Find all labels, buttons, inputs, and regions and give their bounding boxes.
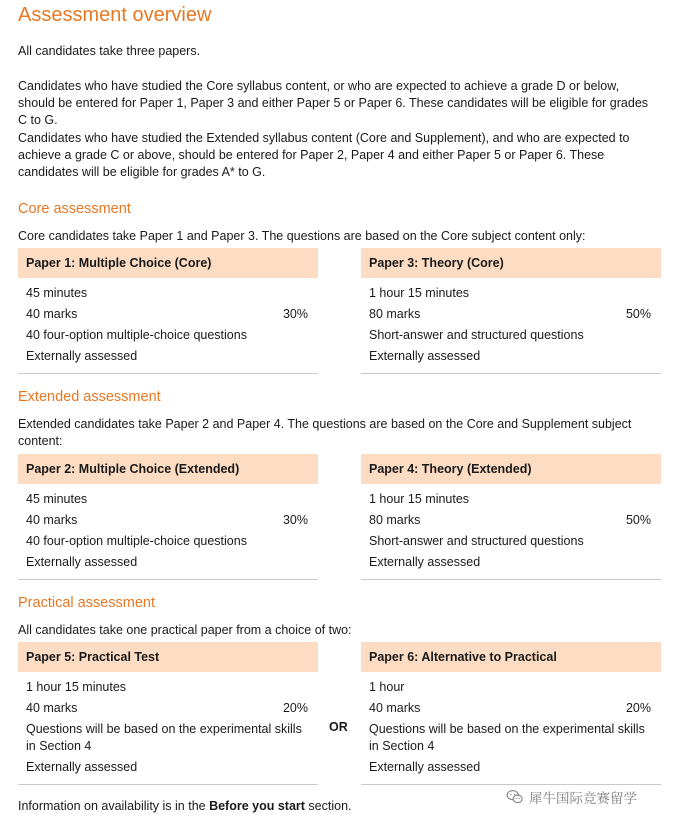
paper-4-duration: 1 hour 15 minutes: [369, 492, 470, 506]
intro-paragraph-1: All candidates take three papers.: [18, 44, 201, 58]
or-separator: OR: [329, 720, 348, 734]
paper-5-duration: 1 hour 15 minutes: [26, 680, 127, 694]
paper-2-description: 40 four-option multiple-choice questions: [26, 534, 247, 548]
paper-2-duration: 45 minutes: [26, 492, 88, 506]
core-assessment-intro: Core candidates take Paper 1 and Paper 3. The questions are based on the Core subject content only:: [18, 229, 586, 243]
paper-2-weight: 30%: [282, 513, 308, 527]
paper-3-description: Short-answer and structured questions: [369, 328, 584, 342]
paper-1-marks: 40 marks: [26, 307, 78, 321]
paper-2-details: [18, 484, 318, 580]
paper-4-title: Paper 4: Theory (Extended): [361, 454, 661, 484]
paper-5-title: Paper 5: Practical Test: [18, 642, 318, 672]
paper-3-box: [361, 248, 661, 374]
paper-2-assessed: Externally assessed: [26, 555, 138, 569]
practical-assessment-heading: Practical assessment: [18, 595, 155, 611]
watermark-text: 犀牛国际竞赛留学: [529, 791, 637, 806]
availability-note-after: section.: [304, 799, 352, 813]
paper-4-marks: 80 marks: [369, 513, 421, 527]
availability-note-before: Information on availability is in the: [18, 799, 210, 813]
paper-5-weight: 20%: [282, 701, 308, 715]
paper-4-weight: 50%: [625, 513, 651, 527]
paper-3-duration: 1 hour 15 minutes: [369, 286, 470, 300]
paper-3-marks: 80 marks: [369, 307, 421, 321]
paper-6-weight: 20%: [625, 701, 651, 715]
paper-6-details: [361, 672, 661, 785]
paper-6-assessed: Externally assessed: [369, 760, 481, 774]
before-you-start-reference: Before you start: [209, 799, 305, 813]
paper-1-box: [18, 248, 318, 374]
paper-1-description: 40 four-option multiple-choice questions: [26, 328, 247, 342]
paper-2-title: Paper 2: Multiple Choice (Extended): [18, 454, 318, 484]
paper-6-marks: 40 marks: [369, 701, 421, 715]
paper-3-details: [361, 278, 661, 374]
paper-6-title: Paper 6: Alternative to Practical: [361, 642, 661, 672]
core-assessment-heading: Core assessment: [18, 201, 131, 217]
practical-assessment-intro: All candidates take one practical paper from a choice of two:: [18, 623, 352, 637]
paper-2-box: [18, 454, 318, 580]
paper-4-box: [361, 454, 661, 580]
watermark: [506, 787, 637, 807]
paper-5-details: [18, 672, 318, 785]
paper-5-marks: 40 marks: [26, 701, 78, 715]
intro-paragraph-2: Candidates who have studied the Core syllabus content, or who are expected to achieve a grade D or below, should be entered for Paper 1, Paper 3 and either Paper 5 or Paper 6. These candidates will be eligible for grades C to G.: [18, 79, 649, 127]
paper-3-weight: 50%: [625, 307, 651, 321]
wechat-icon: [506, 788, 524, 806]
paper-4-description: Short-answer and structured questions: [369, 534, 584, 548]
availability-note: [18, 799, 352, 813]
paper-5-box: [18, 642, 318, 785]
paper-3-assessed: Externally assessed: [369, 349, 481, 363]
intro-paragraph-3: Candidates who have studied the Extended syllabus content (Core and Supplement), and who are expected to achieve a grade C or above, should be entered for Paper 2, Paper 4 and either Paper 5 or Paper 6. These candidates will be eligible for grades A* to G.: [18, 131, 630, 179]
paper-3-title: Paper 3: Theory (Core): [361, 248, 661, 278]
paper-5-assessed: Externally assessed: [26, 760, 138, 774]
paper-1-duration: 45 minutes: [26, 286, 88, 300]
paper-1-weight: 30%: [282, 307, 308, 321]
extended-assessment-heading: Extended assessment: [18, 389, 161, 405]
paper-6-box: [361, 642, 661, 785]
paper-6-duration: 1 hour: [369, 680, 405, 694]
page-title: Assessment overview: [18, 4, 212, 26]
paper-1-details: [18, 278, 318, 374]
paper-4-details: [361, 484, 661, 580]
paper-2-marks: 40 marks: [26, 513, 78, 527]
paper-1-assessed: Externally assessed: [26, 349, 138, 363]
paper-5-description: Questions will be based on the experimental skills in Section 4: [26, 722, 302, 753]
extended-assessment-intro: Extended candidates take Paper 2 and Paper 4. The questions are based on the Core and Supplement subject content:: [18, 417, 632, 448]
paper-6-description: Questions will be based on the experimental skills in Section 4: [369, 722, 645, 753]
paper-1-title: Paper 1: Multiple Choice (Core): [18, 248, 318, 278]
paper-4-assessed: Externally assessed: [369, 555, 481, 569]
